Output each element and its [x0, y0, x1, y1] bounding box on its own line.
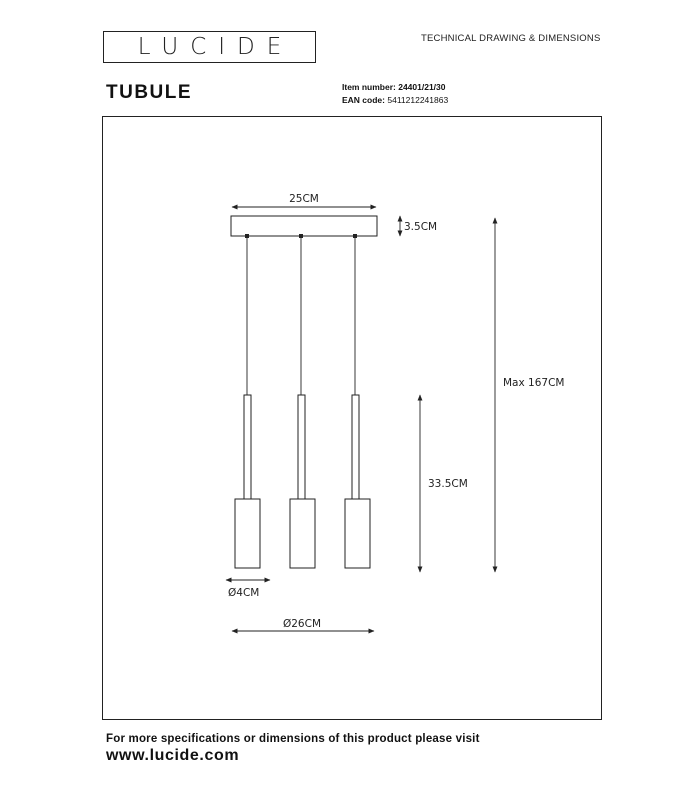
- ean-code-label: EAN code:: [342, 95, 385, 105]
- stem-middle: [298, 395, 305, 499]
- footer-text: For more specifications or dimensions of this product please visit: [106, 733, 480, 745]
- cable-knob-right: [353, 234, 357, 238]
- shade-right: [345, 499, 370, 568]
- shades: [235, 499, 370, 568]
- dim-shade-height-label: 33.5CM: [428, 478, 468, 490]
- cable-knob-left: [245, 234, 249, 238]
- dim-max-height-label: Max 167CM: [503, 377, 565, 389]
- logo-text: LUCIDE: [137, 34, 294, 60]
- stem-right: [352, 395, 359, 499]
- cables: [247, 236, 355, 395]
- item-number-value: 24401/21/30: [398, 82, 446, 92]
- cable-knob-middle: [299, 234, 303, 238]
- stems: [244, 395, 359, 499]
- footer-url[interactable]: www.lucide.com: [106, 747, 240, 764]
- shade-middle: [290, 499, 315, 568]
- product-name: TUBULE: [106, 82, 193, 103]
- canopy: [231, 216, 377, 236]
- shade-left: [235, 499, 260, 568]
- dim-canopy-height-label: 3.5CM: [404, 221, 438, 233]
- stem-left: [244, 395, 251, 499]
- dim-total-diameter-label: Ø26CM: [282, 618, 322, 630]
- ean-code-value: 5411212241863: [387, 95, 449, 105]
- dim-canopy-width-label: 25CM: [289, 193, 319, 205]
- document-type-title: TECHNICAL DRAWING & DIMENSIONS: [421, 33, 601, 44]
- item-number-label: Item number:: [342, 82, 396, 92]
- dim-shade-diameter-label: Ø4CM: [228, 587, 260, 599]
